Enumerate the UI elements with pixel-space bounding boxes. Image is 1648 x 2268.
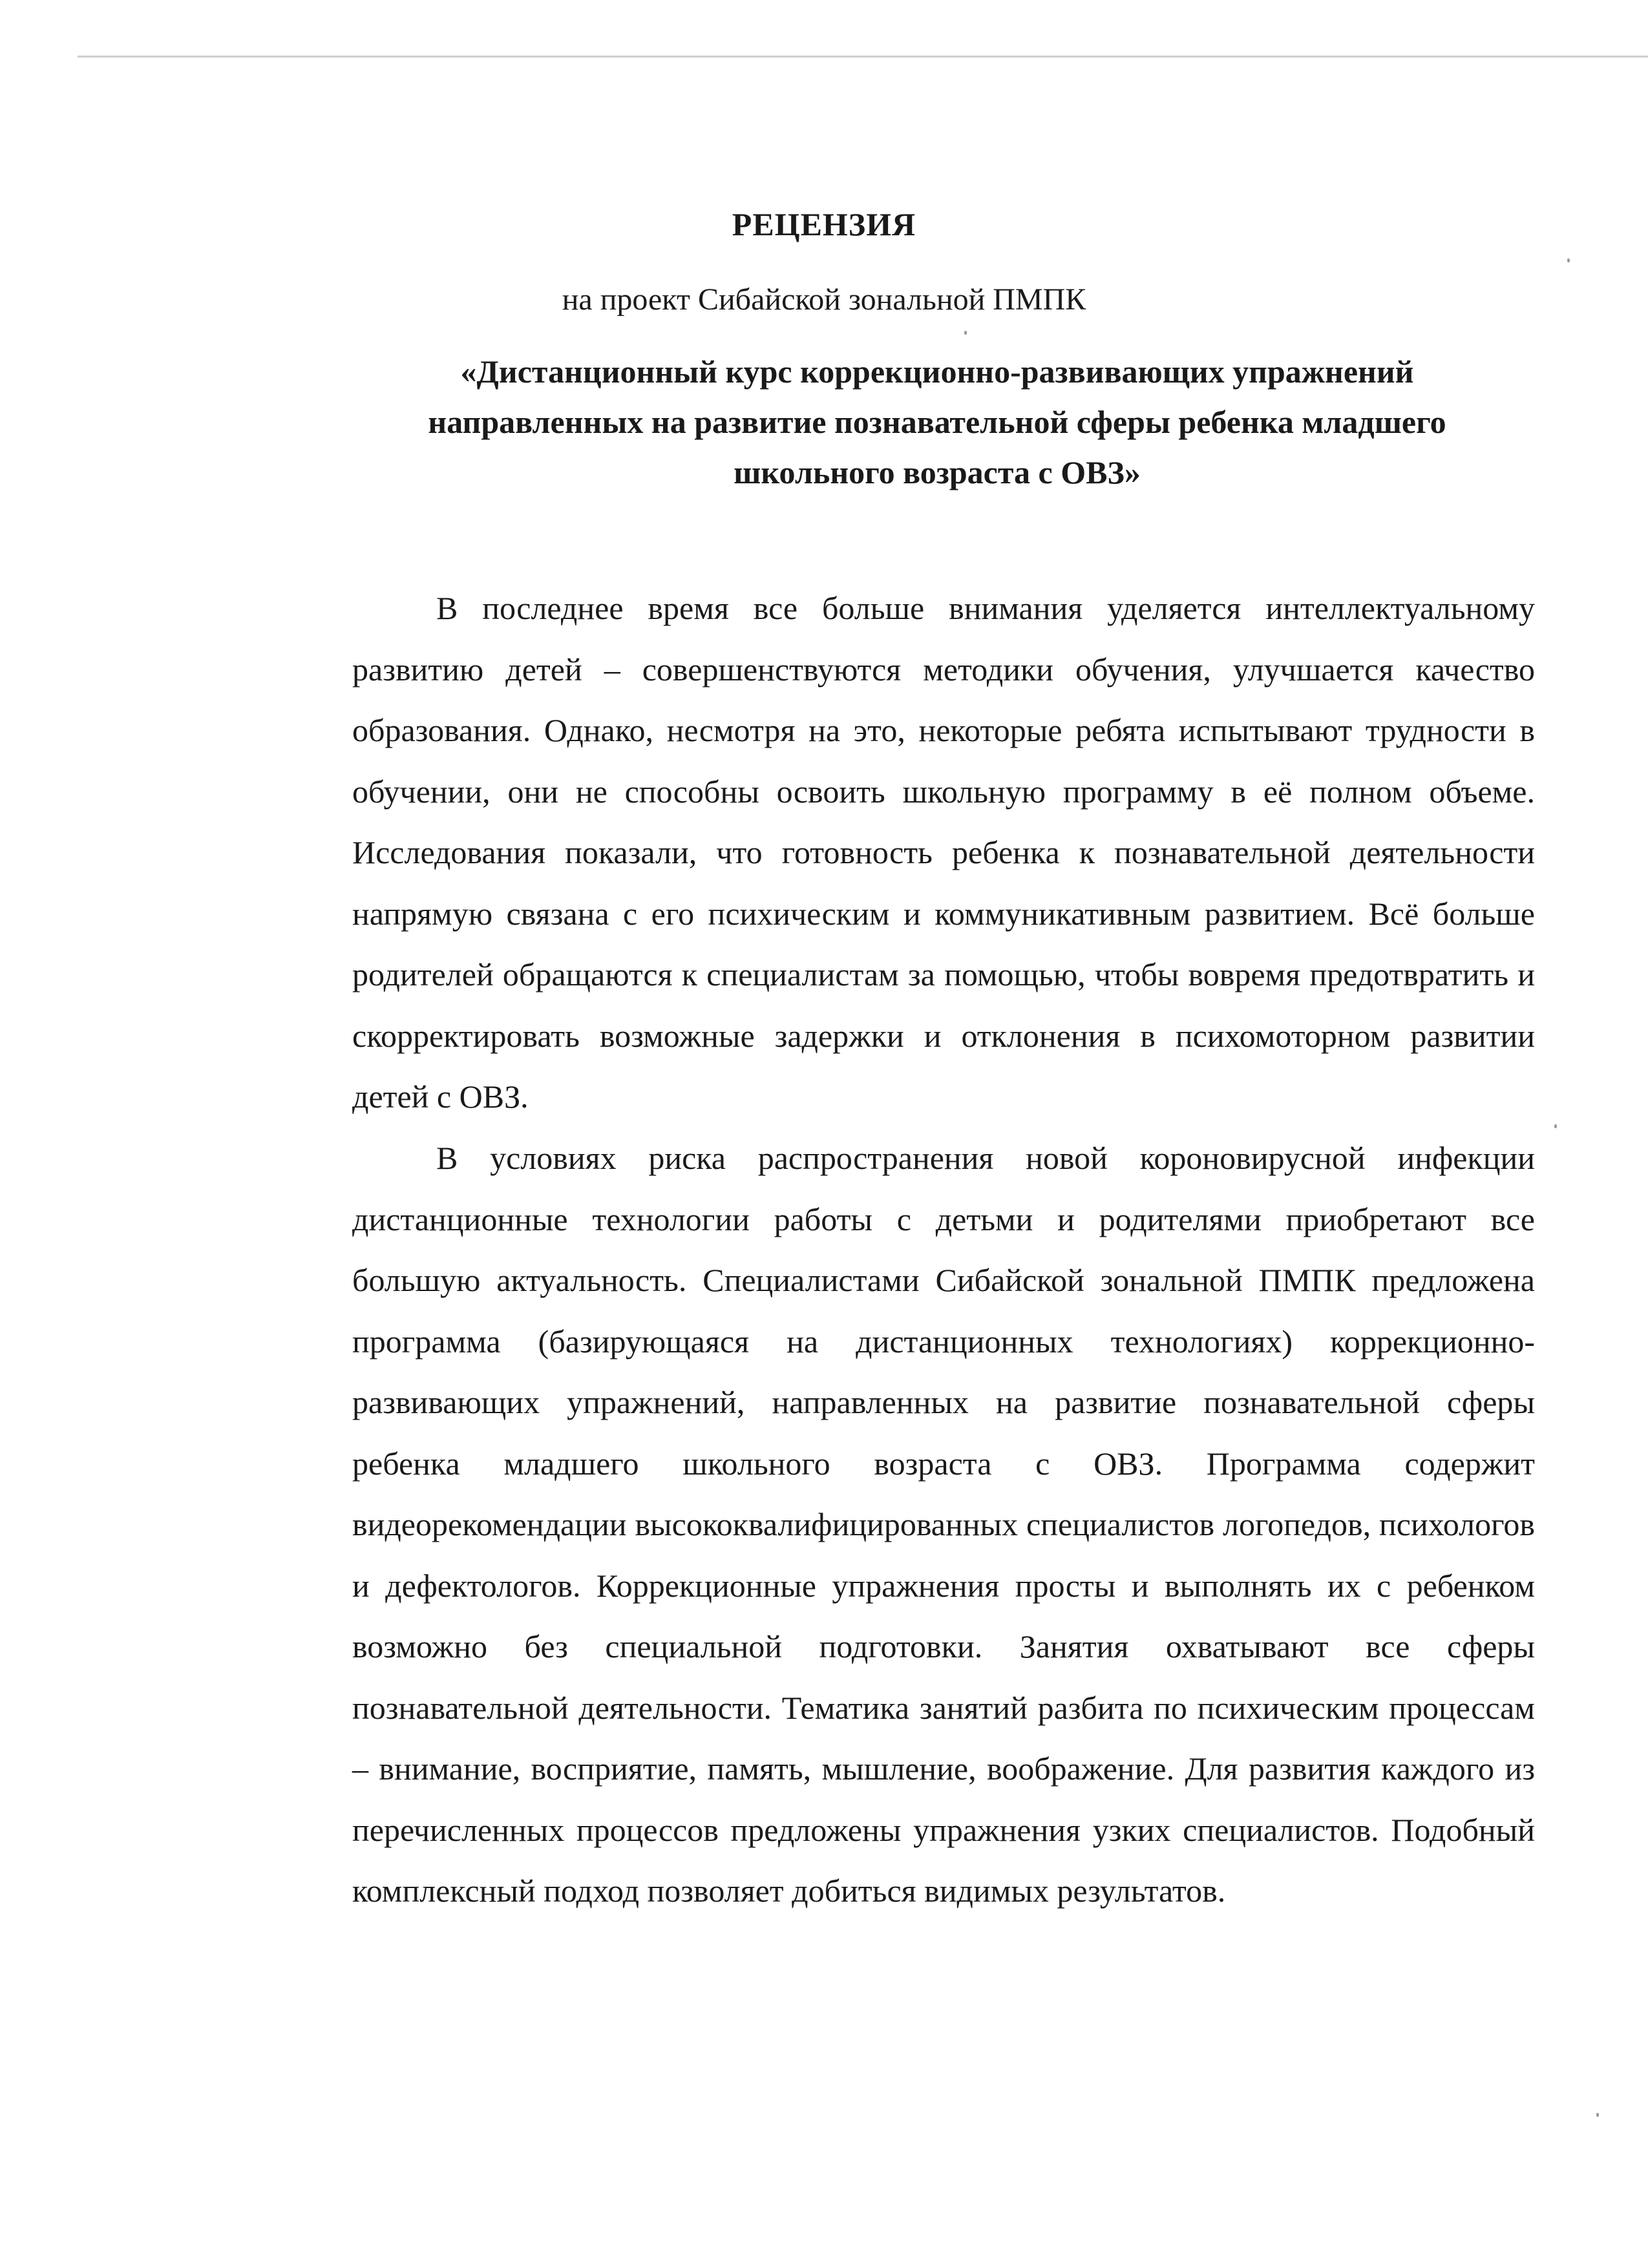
body-paragraph-2: В условиях риска распространения новой короновирусной инфекции дистанционные технологии работы с детьми и родителями приобретают все большую актуальность. Специалистами Сибайской зональной ПМПК предложена программа (базирующаяся на дистанционных технологиях) коррекционно-развивающих упражнений, направленных на развитие познавательной сферы ребенка младшего школьного возраста с ОВЗ. Программа содержит видеорекомендации высококвалифицированных специалистов логопедов, психологов и дефектологов. Коррекционные упражнения просты и выполнять их с ребенком возможно без специальной подготовки. Занятия охватывают все сферы познавательной деятельности. Тематика занятий разбита по психическим процессам – внимание, восприятие, память, мышление, воображение. Для развития каждого из перечисленных процессов предложены упражнения узких специалистов. Подобный комплексный подход позволяет добиться видимых результатов. (352, 1140, 1535, 1909)
scan-speck (1596, 2113, 1599, 2117)
document-title: РЕЦЕНЗИЯ (732, 206, 916, 242)
scan-speck (964, 331, 967, 335)
document-subtitle: на проект Сибайской зональной ПМПК (562, 282, 1086, 317)
body-paragraph-1: В последнее время все больше внимания уделяется интеллектуальному развитию детей – совершенствуются методики обучения, улучшается качество образования. Однако, несмотря на это, некоторые ребята испытывают трудности в обучении, они не способны освоить школьную программу в её полном объеме. Исследования показали, что готовность ребенка к познавательной деятельности напрямую связана с его психическим и коммуникативным развитием. Всё больше родителей обращаются к специалистам за помощью, чтобы вовремя предотвратить и скорректировать возможные задержки и отклонения в психомоторном развитии детей с ОВЗ. (352, 590, 1535, 1115)
project-title: «Дистанционный курс коррекционно-развивающих упражнений направленных на развитие познавательной сферы ребенка младшего школьного возраста с ОВЗ» (428, 353, 1446, 490)
scan-speck (1567, 258, 1570, 262)
scan-speck (1554, 1124, 1557, 1128)
scan-edge-line (78, 56, 1648, 58)
